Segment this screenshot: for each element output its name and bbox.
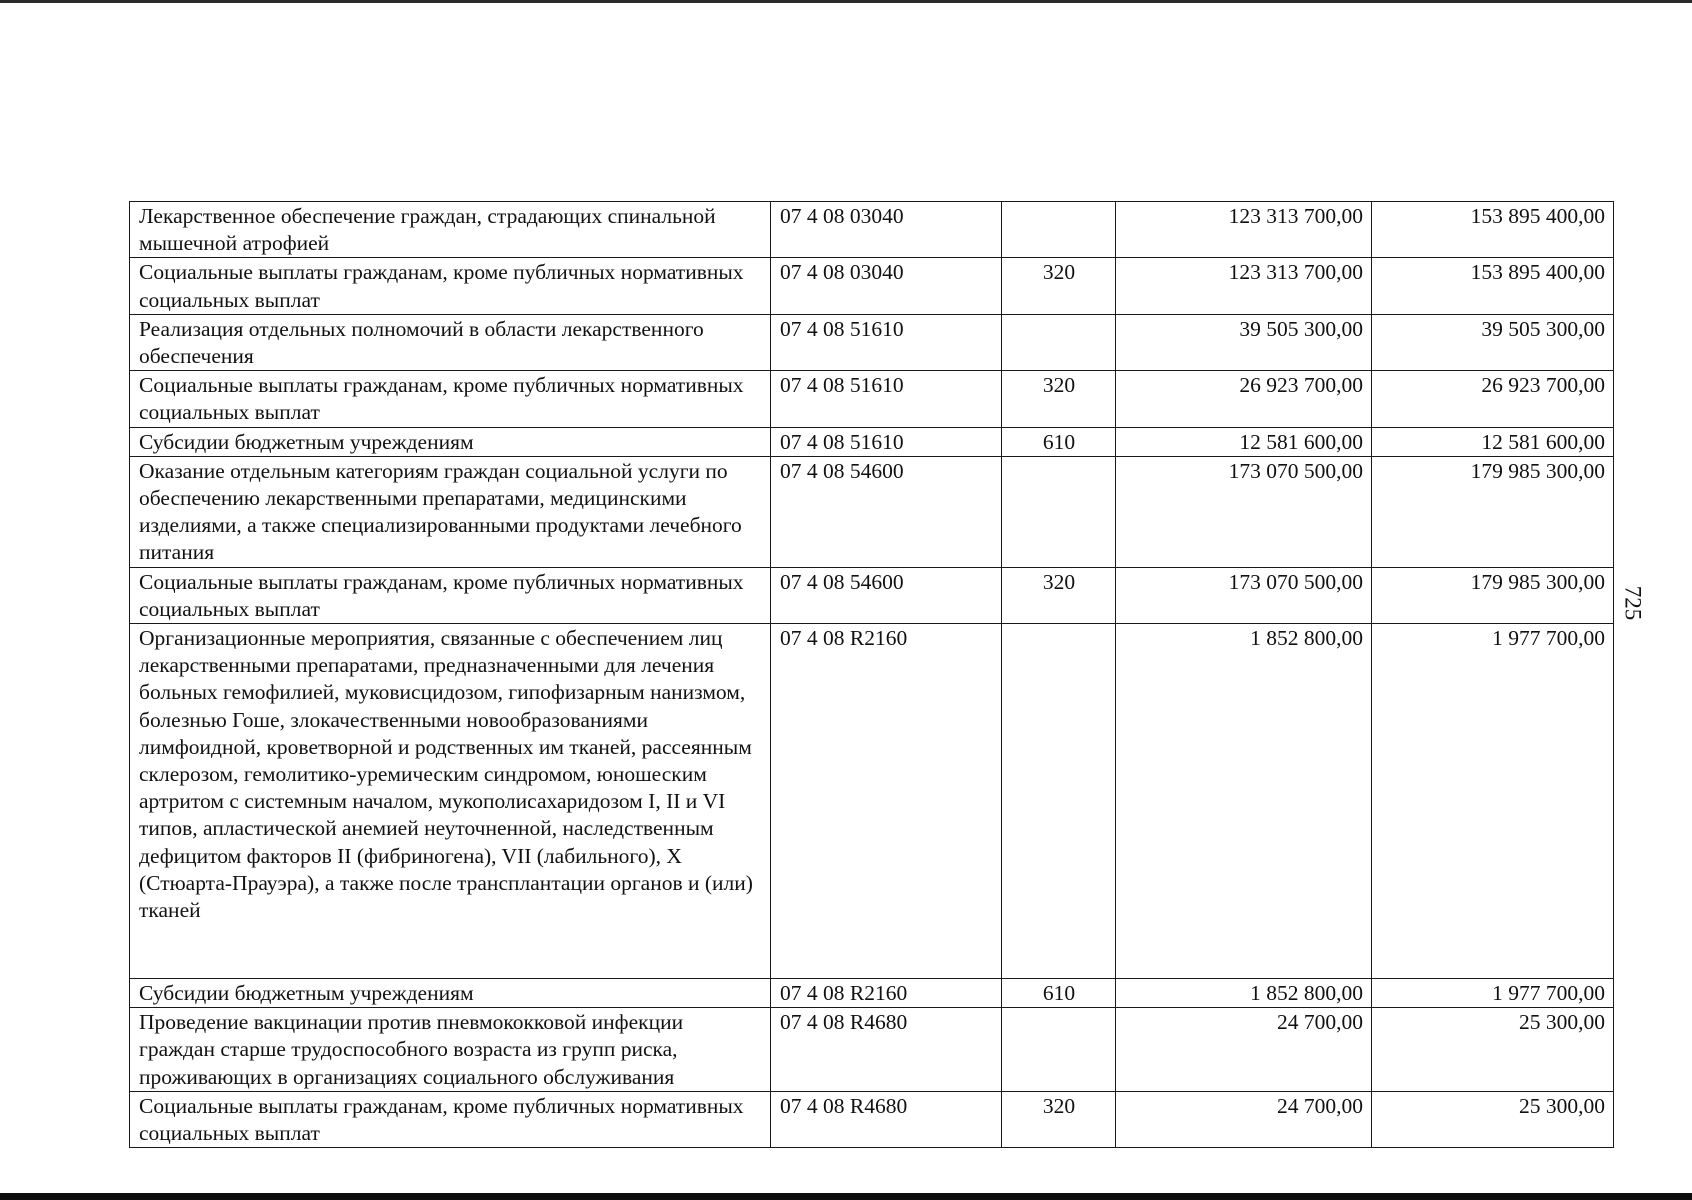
item-name-cell: Субсидии бюджетным учреждениям (130, 427, 771, 456)
expense-type-cell (1002, 1008, 1116, 1092)
table-row (130, 567, 1614, 623)
amount-year2-cell: 25 300,00 (1372, 1091, 1614, 1147)
table-row (130, 258, 1614, 314)
budget-table-container (129, 201, 1613, 1148)
amount-year2-cell: 12 581 600,00 (1372, 427, 1614, 456)
item-name-cell: Социальные выплаты гражданам, кроме публичных нормативных социальных выплат (130, 567, 771, 623)
expense-type-cell: 320 (1002, 1091, 1116, 1147)
amount-year1-cell: 123 313 700,00 (1116, 258, 1372, 314)
item-name-cell: Социальные выплаты гражданам, кроме публичных нормативных социальных выплат (130, 1091, 771, 1147)
item-name-cell: Социальные выплаты гражданам, кроме публичных нормативных социальных выплат (130, 371, 771, 427)
expense-type-cell: 320 (1002, 258, 1116, 314)
item-name-cell: Реализация отдельных полномочий в области лекарственного обеспечения (130, 314, 771, 370)
amount-year2-cell: 1 977 700,00 (1372, 979, 1614, 1008)
item-name-cell: Оказание отдельным категориям граждан социальной услуги по обеспечению лекарственными препаратами, медицинскими изделиями, а также специализированными продуктами лечебного питания (130, 456, 771, 567)
budget-table (129, 201, 1614, 1148)
amount-year2-cell: 179 985 300,00 (1372, 567, 1614, 623)
amount-year2-cell: 1 977 700,00 (1372, 624, 1614, 979)
target-code-cell: 07 4 08 54600 (771, 567, 1002, 623)
amount-year2-cell: 39 505 300,00 (1372, 314, 1614, 370)
amount-year1-cell: 173 070 500,00 (1116, 456, 1372, 567)
target-code-cell: 07 4 08 R4680 (771, 1091, 1002, 1147)
amount-year1-cell: 1 852 800,00 (1116, 624, 1372, 979)
table-row (130, 1091, 1614, 1147)
amount-year2-cell: 179 985 300,00 (1372, 456, 1614, 567)
table-row (130, 371, 1614, 427)
item-name-cell: Субсидии бюджетным учреждениям (130, 979, 771, 1008)
item-name-cell: Социальные выплаты гражданам, кроме публичных нормативных социальных выплат (130, 258, 771, 314)
amount-year1-cell: 24 700,00 (1116, 1091, 1372, 1147)
scan-edge-top (0, 0, 1692, 3)
table-row (130, 202, 1614, 258)
expense-type-cell: 610 (1002, 427, 1116, 456)
item-name-cell: Проведение вакцинации против пневмококковой инфекции граждан старше трудоспособного возраста из групп риска, проживающих в организациях социального обслуживания (130, 1008, 771, 1092)
target-code-cell: 07 4 08 03040 (771, 258, 1002, 314)
table-row (130, 314, 1614, 370)
target-code-cell: 07 4 08 51610 (771, 427, 1002, 456)
table-row (130, 1008, 1614, 1092)
expense-type-cell: 320 (1002, 371, 1116, 427)
target-code-cell: 07 4 08 R2160 (771, 979, 1002, 1008)
table-row (130, 979, 1614, 1008)
target-code-cell: 07 4 08 51610 (771, 371, 1002, 427)
amount-year1-cell: 39 505 300,00 (1116, 314, 1372, 370)
expense-type-cell (1002, 202, 1116, 258)
expense-type-cell: 320 (1002, 567, 1116, 623)
target-code-cell: 07 4 08 54600 (771, 456, 1002, 567)
expense-type-cell (1002, 456, 1116, 567)
amount-year1-cell: 24 700,00 (1116, 1008, 1372, 1092)
amount-year2-cell: 25 300,00 (1372, 1008, 1614, 1092)
amount-year2-cell: 26 923 700,00 (1372, 371, 1614, 427)
amount-year2-cell: 153 895 400,00 (1372, 202, 1614, 258)
expense-type-cell: 610 (1002, 979, 1116, 1008)
amount-year1-cell: 12 581 600,00 (1116, 427, 1372, 456)
item-name-cell: Лекарственное обеспечение граждан, страдающих спинальной мышечной атрофией (130, 202, 771, 258)
target-code-cell: 07 4 08 R2160 (771, 624, 1002, 979)
expense-type-cell (1002, 314, 1116, 370)
amount-year1-cell: 123 313 700,00 (1116, 202, 1372, 258)
expense-type-cell (1002, 624, 1116, 979)
target-code-cell: 07 4 08 03040 (771, 202, 1002, 258)
amount-year2-cell: 153 895 400,00 (1372, 258, 1614, 314)
amount-year1-cell: 1 852 800,00 (1116, 979, 1372, 1008)
target-code-cell: 07 4 08 51610 (771, 314, 1002, 370)
amount-year1-cell: 26 923 700,00 (1116, 371, 1372, 427)
amount-year1-cell: 173 070 500,00 (1116, 567, 1372, 623)
target-code-cell: 07 4 08 R4680 (771, 1008, 1002, 1092)
table-row (130, 456, 1614, 567)
scan-edge-bottom (0, 1193, 1692, 1200)
page-number: 725 (1620, 585, 1646, 621)
table-row (130, 624, 1614, 979)
table-row (130, 427, 1614, 456)
item-name-cell: Организационные мероприятия, связанные с обеспечением лиц лекарственными препаратами, предназначенными для лечения больных гемофилией, муковисцидозом, гипофизарным нанизмом, болезнью Гоше, злокачественными новообразованиями лимфоидной, кроветворной и родственных им тканей, рассеянным склерозом, гемолитико-уремическим синдромом, юношеским артритом с системным началом, мукополисахаридозом I, II и VI типов, апластической анемией неуточненной, наследственным дефицитом факторов II (фибриногена), VII (лабильного), X (Стюарта-Прауэра), а также после трансплантации органов и (или) тканей (130, 624, 771, 979)
